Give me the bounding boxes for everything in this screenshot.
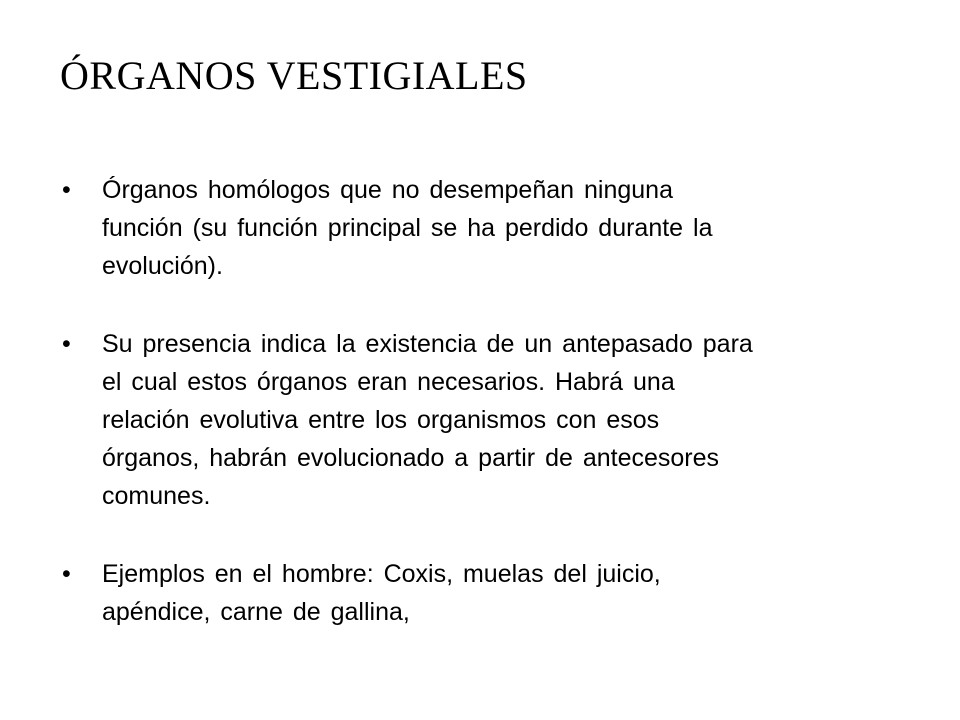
bullet-item-definition [60,171,920,285]
slide-title: ÓRGANOS VESTIGIALES [60,53,528,98]
bullet-item-significance [60,325,920,515]
bullet-line: Órganos homólogos que no desempeñan ninguna [102,176,673,204]
bullet-marker: • [62,560,71,588]
bullet-line: apéndice, carne de gallina, [102,598,410,626]
bullet-line: órganos, habrán evolucionado a partir de antecesores [102,444,720,472]
bullet-line: comunes. [102,482,211,510]
bullet-line: evolución). [102,252,223,280]
bullet-marker: • [62,330,71,358]
bullet-line: relación evolutiva entre los organismos con esos [102,406,660,434]
bullet-line: Ejemplos en el hombre: Coxis, muelas del juicio, [102,560,661,588]
bullet-list [60,171,920,631]
bullet-line: el cual estos órganos eran necesarios. Habrá una [102,368,675,396]
bullet-marker: • [62,176,71,204]
bullet-line: función (su función principal se ha perdido durante la [102,214,713,242]
bullet-item-examples [60,555,920,631]
bullet-line: Su presencia indica la existencia de un antepasado para [102,330,753,358]
